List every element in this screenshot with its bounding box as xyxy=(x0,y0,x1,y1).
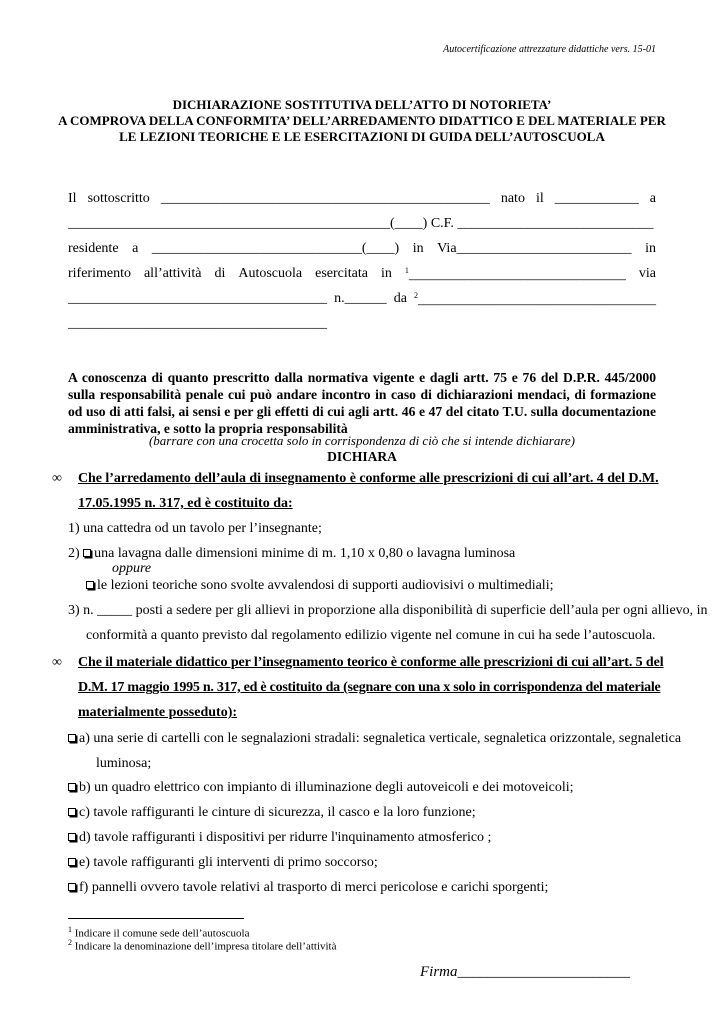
footnote-1-text: Indicare il comune sede dell’autoscuola xyxy=(74,927,250,940)
item-lavagna xyxy=(68,546,515,562)
label-nato: nato xyxy=(500,191,525,206)
birth-date-field[interactable]: ____________ xyxy=(554,191,639,206)
label-a: a xyxy=(649,191,656,206)
signature-block xyxy=(420,964,630,981)
form-line-address xyxy=(68,291,656,309)
footnote-2-number: 2 xyxy=(68,938,72,947)
footnote-2 xyxy=(68,938,337,953)
item-lavagna-label: una lavagna dalle dimensioni minime di m. 1,10 x 0,80 o lavagna luminosa xyxy=(94,546,516,561)
instruction-note: (barrare con una crocetta solo in corrispondenza di ciò che si intende dichiarare) xyxy=(148,433,576,448)
label-sottoscritto: sottoscritto xyxy=(87,191,150,206)
label-il-date: il xyxy=(535,191,544,206)
section-2-heading-line-1: Che il materiale didattico per l’insegnamento teorico è conforme alle prescrizioni di cui all’art. 5 del xyxy=(78,655,664,670)
checkbox-f[interactable] xyxy=(68,883,76,891)
item-cattedra: 1) una cattedra od un tavolo per l’insegnante; xyxy=(68,521,322,536)
material-item-c-label: c) tavole raffiguranti le cinture di sicurezza, il casco e la loro funzione; xyxy=(79,805,476,820)
label-via: via xyxy=(638,266,656,281)
form-line-activity xyxy=(68,266,656,284)
dichiara-heading: DICHIARA xyxy=(327,449,397,464)
label-da: da xyxy=(393,291,407,306)
section-2-heading-line-2: D.M. 17 maggio 1995 n. 317, ed è costituito da (segnare con una x solo in corrispondenza del materiale xyxy=(78,680,661,695)
item-lavagna-number: 2) xyxy=(68,546,84,561)
label-in: in xyxy=(412,241,424,256)
label-in-2: in xyxy=(645,241,656,256)
signature-label: Firma xyxy=(420,964,458,980)
document-title-line-3: LE LEZIONI TEORICHE E LE ESERCITAZIONI DI GUIDA DELL’AUTOSCUOLA xyxy=(119,129,605,144)
item-posti-line-1: 3) n. _____ posti a sedere per gli allievi in proporzione alla disponibilità di superficie dell’aula per ogni allievo, in xyxy=(68,603,708,618)
item-audiovisivi xyxy=(86,578,553,594)
checkbox-b[interactable] xyxy=(68,783,76,791)
material-item-b-label: b) un quadro elettrico con impianto di illuminazione degli autoveicoli e dei motoveicoli; xyxy=(79,780,574,795)
label-autoscuola: Autoscuola xyxy=(238,266,303,281)
via-field[interactable]: _____________________________________ xyxy=(68,291,327,306)
item-audiovisivi-label: le lezioni teoriche sono svolte avvalendosi di supporti audiovisivi o multimediali; xyxy=(97,578,554,593)
company-field[interactable]: __________________________________ xyxy=(418,292,656,308)
number-field[interactable]: n.______ xyxy=(334,291,387,306)
company-field-continued[interactable]: _____________________________________ xyxy=(68,316,327,331)
section-1-heading-line-1: Che l’arredamento dell’aula di insegnamento è conforme alle prescrizioni di cui all’art. 4 del D.M. xyxy=(78,471,659,486)
label-residente: residente xyxy=(68,241,119,256)
label-di: di xyxy=(214,266,226,281)
section-1-heading-line-2: 17.05.1995 n. 317, ed è costituito da: xyxy=(78,496,293,511)
label-all-attivita: all’attività xyxy=(143,266,202,281)
material-item-f xyxy=(68,880,548,896)
footnote-ref-2: 2 xyxy=(414,291,418,300)
comune-field[interactable]: _______________________________ xyxy=(408,267,626,283)
street-field[interactable]: Via_________________________ xyxy=(437,241,632,256)
checkbox-audiovisivi[interactable] xyxy=(86,581,94,589)
material-item-e-label: e) tavole raffiguranti gli interventi di primo soccorso; xyxy=(79,855,378,870)
material-item-a-line-2: luminosa; xyxy=(96,756,152,771)
checkbox-c[interactable] xyxy=(68,808,76,816)
checkbox-d[interactable] xyxy=(68,833,76,841)
document-version-header: Autocertificazione attrezzature didattiche vers. 15-01 xyxy=(443,44,656,55)
section-1-bullet: ∞ xyxy=(52,471,62,486)
residence-field[interactable]: ______________________________(____) xyxy=(151,241,400,256)
material-item-b xyxy=(68,780,574,796)
footnote-2-text: Indicare la denominazione dell’impresa titolare dell’attività xyxy=(74,940,337,953)
declaration-paragraph: A conoscenza di quanto prescritto dalla normativa vigente e dagli artt. 75 e 76 del D.P.R. 445/2000 sulla responsabilità penale cui può andare incontro in caso di dichiarazioni mendaci, di formazione od uso di atti falsi, ai sensi e per gli effetti di cui agli artt. 46 e 47 del citato T.U. sulla documentazione amministrativa, e sotto la propria responsabilità xyxy=(68,370,656,436)
checkbox-e[interactable] xyxy=(68,858,76,866)
document-title-line-1: DICHIARAZIONE SOSTITUTIVA DELL’ATTO DI NOTORIETA’ xyxy=(172,97,552,112)
material-item-e xyxy=(68,855,378,871)
checkbox-lavagna[interactable] xyxy=(83,549,91,557)
item-posti-line-2: conformità a quanto previsto dal regolamento edilizio vigente nel comune in cui ha sede l’autoscuola. xyxy=(86,628,656,643)
label-in-3: in xyxy=(380,266,392,281)
document-title-line-2: A COMPROVA DELLA CONFORMITA’ DELL’ARREDAMENTO DIDATTICO E DEL MATERIALE PER xyxy=(58,113,666,128)
material-item-f-label: f) pannelli ovvero tavole relativi al trasporto di merci pericolose e carichi sporgenti; xyxy=(79,880,549,895)
oppure-label: oppure xyxy=(112,561,152,576)
material-item-a-label: a) una serie di cartelli con le segnalazioni stradali: segnaletica verticale, segnaletica orizzontale, segnaletica xyxy=(79,731,682,746)
label-il: Il xyxy=(68,191,77,206)
form-line-residence xyxy=(68,241,656,257)
footnote-divider xyxy=(68,918,244,919)
section-2-bullet: ∞ xyxy=(52,655,62,670)
footnote-1-number: 1 xyxy=(68,925,72,934)
signature-field[interactable]: _______________________ xyxy=(457,964,630,980)
section-2-heading-line-3: materialmente posseduto): xyxy=(78,705,238,720)
material-item-d-label: d) tavole raffiguranti i dispositivi per ridurre l'inquinamento atmosferico ; xyxy=(79,830,492,845)
label-riferimento: riferimento xyxy=(68,266,131,281)
checkbox-a[interactable] xyxy=(68,734,76,742)
birthplace-cf-field[interactable]: ______________________________________________(____) C.F. ____________________________ xyxy=(68,216,654,231)
footnote-ref-1: 1 xyxy=(404,266,409,275)
material-item-a xyxy=(68,731,681,747)
label-a-residence: a xyxy=(132,241,139,256)
name-field[interactable]: _______________________________________________ xyxy=(160,191,490,206)
form-line-name xyxy=(68,191,656,207)
label-esercitata: esercitata xyxy=(315,266,368,281)
material-item-c xyxy=(68,805,476,821)
material-item-d xyxy=(68,830,491,846)
